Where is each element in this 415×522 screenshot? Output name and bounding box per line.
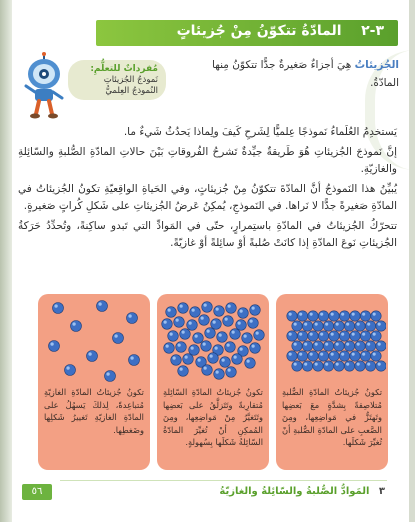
gas-panel	[38, 294, 150, 470]
solid-particle-highlight	[304, 363, 307, 366]
liquid-particle	[250, 343, 261, 354]
liquid-particle	[226, 367, 237, 378]
solid-particle-highlight	[336, 343, 339, 346]
solid-particle	[313, 321, 323, 331]
solid-particle-highlight	[304, 323, 307, 326]
liquid-particle	[193, 333, 204, 344]
solid-particle-highlight	[362, 333, 365, 336]
solid-particle	[313, 361, 323, 371]
solid-particle	[292, 341, 302, 351]
liquid-particle-highlight	[180, 368, 183, 371]
liquid-particle	[178, 303, 189, 314]
gas-particle-highlight	[50, 342, 53, 345]
solid-particle	[297, 331, 307, 341]
solid-particle-highlight	[331, 333, 334, 336]
liquid-particle-highlight	[256, 332, 259, 335]
solid-particle-highlight	[346, 343, 349, 346]
solid-particle-highlight	[289, 333, 292, 336]
solid-particle	[308, 331, 318, 341]
liquid-caption: تكونُ جُزيئاتُ المادّةِ السّائِلةِ مُتقارِبةً وتَتَزلَّقُ على بَعضِها وتَتَغيَّرُ مِنْ مَواضِعِها، ومِنَ المُمكِنِ أنْ تُغيِّرَ المادّةُ السّائِلةُ شَكلَها بِسُهولةٍ.	[163, 387, 263, 447]
liquid-particle-highlight	[216, 371, 219, 374]
solid-particle	[355, 361, 365, 371]
liquid-particle-highlight	[250, 320, 253, 323]
gas-particle	[113, 333, 124, 344]
liquid-particle-highlight	[238, 322, 241, 325]
liquid-particle	[230, 329, 241, 340]
solid-particle	[376, 341, 386, 351]
liquid-particle-highlight	[164, 321, 167, 324]
solid-particle	[365, 341, 375, 351]
solid-particle-highlight	[325, 363, 328, 366]
solid-particle	[313, 341, 323, 351]
liquid-particle	[171, 355, 182, 366]
solid-particle-highlight	[352, 313, 355, 316]
term-molecules: الجُزيئاتُ	[354, 59, 399, 71]
liquid-particle-highlight	[234, 356, 237, 359]
liquid-particle	[248, 318, 259, 329]
gas-particle	[49, 341, 60, 352]
solid-particle	[360, 331, 370, 341]
solid-particle	[339, 331, 349, 341]
gas-particle	[53, 303, 64, 314]
solid-particle-highlight	[373, 313, 376, 316]
solid-particle	[302, 321, 312, 331]
solid-particle	[329, 331, 339, 341]
gas-particle	[105, 371, 116, 382]
solid-particle-highlight	[294, 323, 297, 326]
solid-particle-highlight	[310, 353, 313, 356]
liquid-particle	[238, 308, 249, 319]
liquid-particle-highlight	[222, 359, 225, 362]
liquid-particle-highlight	[198, 359, 201, 362]
solid-particle-highlight	[299, 353, 302, 356]
solid-particle-highlight	[310, 313, 313, 316]
solid-caption: تكونُ جُزيئاتُ المادّةِ الصُّلبةِ مُتلاصِقةً بِشدَّةٍ معَ بَعضِها وتَهتَزُّ في مَواضِعِها، ومِنَ الصَّعبِ على المادّةِ الصُّلبةِ أنْ تُغيِّرَ شَكلَها.	[282, 387, 382, 447]
liquid-particle-highlight	[203, 343, 206, 346]
solid-particle-highlight	[367, 323, 370, 326]
liquid-particle	[199, 315, 210, 326]
solid-particle	[339, 351, 349, 361]
liquid-particle	[254, 330, 265, 341]
solid-particle-highlight	[299, 313, 302, 316]
solid-particle-highlight	[378, 343, 381, 346]
solid-particle	[334, 321, 344, 331]
gas-particle	[65, 365, 76, 376]
solid-particle	[292, 361, 302, 371]
solid-particle-highlight	[304, 343, 307, 346]
liquid-particle	[164, 343, 175, 354]
liquid-particle-highlight	[195, 335, 198, 338]
liquid-particle-highlight	[240, 348, 243, 351]
solid-particle-highlight	[320, 353, 323, 356]
chapter-footer	[219, 486, 385, 497]
liquid-particle	[223, 316, 234, 327]
gas-particle-highlight	[54, 304, 57, 307]
solid-particle	[355, 321, 365, 331]
solid-particle	[350, 331, 360, 341]
solid-particle	[360, 311, 370, 321]
gas-particle	[71, 321, 82, 332]
solid-particle	[344, 361, 354, 371]
liquid-particle	[208, 353, 219, 364]
liquid-particle-highlight	[192, 309, 195, 312]
solid-particle	[287, 311, 297, 321]
solid-particle-highlight	[320, 313, 323, 316]
body-text	[18, 124, 397, 255]
liquid-particle	[220, 357, 231, 368]
chapter-number: ٣	[378, 486, 385, 497]
gas-particle-highlight	[128, 314, 131, 317]
solid-particle-highlight	[357, 363, 360, 366]
solid-particle	[371, 351, 381, 361]
liquid-particle-highlight	[170, 333, 173, 336]
liquid-particle	[242, 333, 253, 344]
solid-particle	[350, 311, 360, 321]
solid-particle	[308, 311, 318, 321]
solid-particle-highlight	[325, 343, 328, 346]
solid-particle	[329, 311, 339, 321]
liquid-particle-highlight	[176, 319, 179, 322]
liquid-particle-highlight	[180, 305, 183, 308]
liquid-particle-highlight	[173, 357, 176, 360]
liquid-particle	[166, 307, 177, 318]
liquid-particle-highlight	[247, 360, 250, 363]
solid-particle	[318, 351, 328, 361]
states-of-matter-panels	[38, 294, 388, 470]
solid-panel	[276, 294, 388, 470]
solid-particle-highlight	[362, 353, 365, 356]
liquid-particle-highlight	[228, 369, 231, 372]
liquid-particle	[232, 354, 243, 365]
gas-particle	[129, 355, 140, 366]
section-header	[96, 20, 398, 46]
solid-particle-highlight	[341, 313, 344, 316]
liquid-particle	[205, 328, 216, 339]
solid-particle	[344, 341, 354, 351]
liquid-particle	[245, 358, 256, 369]
gas-particle-highlight	[98, 302, 101, 305]
solid-particle	[365, 361, 375, 371]
solid-particle	[302, 361, 312, 371]
solid-particle-highlight	[336, 363, 339, 366]
liquid-particle	[226, 303, 237, 314]
robot-mascot-icon	[18, 52, 70, 122]
paragraph-4: تتحرّكُ الجُزيئاتُ في المادّةِ باستِمرارٍ، حتّى في المَوادِّ التي تَبدو ساكِنةً، وتُحدِّدُ حَرَكةُ الجُزيئاتِ نَوعَ المادّةِ إذا كانَتْ صُلبةً أوْ سائِلةً أوْ غازيّةً.	[18, 220, 397, 249]
liquid-particle-highlight	[182, 331, 185, 334]
liquid-particle-highlight	[178, 344, 181, 347]
solid-particle-highlight	[362, 313, 365, 316]
liquid-particle-highlight	[232, 331, 235, 334]
solid-particle-highlight	[357, 323, 360, 326]
liquid-particle-highlight	[189, 322, 192, 325]
liquid-particle-highlight	[168, 309, 171, 312]
liquid-particle-highlight	[166, 345, 169, 348]
solid-particle-highlight	[373, 353, 376, 356]
gas-particle-highlight	[130, 356, 133, 359]
liquid-particle	[202, 302, 213, 313]
solid-particle	[376, 361, 386, 371]
liquid-panel	[157, 294, 269, 470]
solid-particle-highlight	[373, 333, 376, 336]
solid-particle	[339, 311, 349, 321]
solid-particle-highlight	[378, 323, 381, 326]
solid-particle	[323, 361, 333, 371]
solid-particle	[371, 311, 381, 321]
liquid-particle-highlight	[252, 307, 255, 310]
solid-particle-highlight	[325, 323, 328, 326]
liquid-particle	[178, 366, 189, 377]
solid-particle	[334, 341, 344, 351]
solid-particle-highlight	[315, 323, 318, 326]
liquid-particle	[174, 317, 185, 328]
liquid-particle-highlight	[210, 355, 213, 358]
liquid-particle	[201, 341, 212, 352]
section-title: المادّةُ تتكوّنُ مِنْ جُزيئاتٍ	[176, 23, 342, 39]
liquid-particle-highlight	[240, 310, 243, 313]
gas-caption: تكونُ جُزيئاتُ المادّةِ الغازيّةِ مُتباعِدةً، لِذلكَ يَسهُلُ على المادّةِ الغازيّةِ تَغييرُ شَكلِها وضَغطِها.	[44, 387, 144, 435]
liquid-particle	[190, 307, 201, 318]
solid-particle	[334, 361, 344, 371]
solid-particle-highlight	[346, 323, 349, 326]
liquid-particle-highlight	[228, 305, 231, 308]
liquid-particle	[214, 306, 225, 317]
gas-particle-highlight	[106, 372, 109, 375]
solid-particle	[371, 331, 381, 341]
solid-particle	[376, 321, 386, 331]
section-number: ٣-٢	[361, 23, 384, 39]
vocabulary-title: مُفرداتٌ للتعلُّمِ:	[90, 64, 158, 74]
solid-particle-highlight	[331, 313, 334, 316]
solid-particle	[350, 351, 360, 361]
solid-particle-highlight	[331, 353, 334, 356]
solid-particle	[365, 321, 375, 331]
liquid-particle-highlight	[252, 345, 255, 348]
liquid-particle-highlight	[216, 308, 219, 311]
liquid-particles-illustration	[159, 298, 267, 384]
gas-particle-highlight	[72, 322, 75, 325]
solid-particle-highlight	[336, 323, 339, 326]
liquid-particle	[180, 329, 191, 340]
liquid-particle-highlight	[201, 317, 204, 320]
gas-particle	[97, 301, 108, 312]
liquid-particle	[202, 365, 213, 376]
solid-particle	[302, 341, 312, 351]
liquid-particle-highlight	[219, 334, 222, 337]
solid-particle-highlight	[346, 363, 349, 366]
liquid-particle-highlight	[185, 356, 188, 359]
solid-particle-highlight	[352, 353, 355, 356]
paragraph-3: يُبيِّنُ هذا النَموذجُ أنَّ المادّةَ تتكوّنُ مِنْ جُزيئاتٍ، وفي الحَياةِ الواقِعيّةِ تكونُ الجُزيئاتُ في المادّةِ صَغيرةً جدًّا لا نَراها. في النَموذجِ، يُمكِنُ عَرضُ الجُزيئاتِ على شَكلِ كُراتٍ صَغيرةٍ.	[18, 183, 397, 212]
liquid-particle	[217, 332, 228, 343]
gas-particles-illustration	[40, 298, 148, 384]
solid-particle	[323, 341, 333, 351]
solid-particle-highlight	[294, 363, 297, 366]
liquid-particle	[176, 342, 187, 353]
solid-particles-illustration	[278, 298, 386, 384]
liquid-particle	[189, 345, 200, 356]
vocabulary-item-molecular-model: نَموذجُ الجُزيئاتِ	[103, 75, 158, 85]
solid-particle-highlight	[341, 353, 344, 356]
solid-particle	[292, 321, 302, 331]
liquid-particle-highlight	[213, 321, 216, 324]
liquid-particle	[187, 320, 198, 331]
solid-particle-highlight	[341, 333, 344, 336]
liquid-particle-highlight	[227, 344, 230, 347]
intro-definition	[199, 56, 399, 92]
solid-particle	[323, 321, 333, 331]
solid-particle	[329, 351, 339, 361]
liquid-particle	[225, 342, 236, 353]
solid-particle	[355, 341, 365, 351]
solid-particle-highlight	[289, 313, 292, 316]
page-number: ٥٦	[22, 484, 52, 500]
solid-particle	[297, 311, 307, 321]
solid-particle-highlight	[320, 333, 323, 336]
gas-particle-highlight	[66, 366, 69, 369]
liquid-particle	[162, 319, 173, 330]
liquid-particle	[214, 369, 225, 380]
gas-particle	[127, 313, 138, 324]
liquid-particle	[236, 320, 247, 331]
intro-text: هِيَ أجزاءٌ صَغيرةٌ جدًّا تتكوّنُ مِنها المادّةُ.	[212, 59, 399, 89]
solid-particle	[297, 351, 307, 361]
solid-particle-highlight	[315, 363, 318, 366]
gas-particle-highlight	[114, 334, 117, 337]
solid-particle-highlight	[294, 343, 297, 346]
liquid-particle-highlight	[244, 335, 247, 338]
liquid-particle	[250, 305, 261, 316]
solid-particle	[308, 351, 318, 361]
paragraph-2: إنَّ نَموذجَ الجُزيئاتِ هُوَ طَريقةٌ جيِّدةٌ تَشرحُ الفُروقاتِ بَيْنَ حالاتِ المادّةِ الصُّلبةِ والسّائِلةِ والغازيّةِ.	[18, 146, 397, 175]
liquid-particle-highlight	[204, 367, 207, 370]
solid-particle	[287, 351, 297, 361]
solid-particle	[287, 331, 297, 341]
solid-particle	[344, 321, 354, 331]
solid-particle	[318, 331, 328, 341]
solid-particle-highlight	[310, 333, 313, 336]
liquid-particle-highlight	[191, 347, 194, 350]
solid-particle	[318, 311, 328, 321]
liquid-particle-highlight	[215, 347, 218, 350]
liquid-particle	[211, 319, 222, 330]
solid-particle-highlight	[299, 333, 302, 336]
liquid-particle	[168, 331, 179, 342]
liquid-particle-highlight	[225, 318, 228, 321]
liquid-particle-highlight	[204, 304, 207, 307]
solid-particle-highlight	[378, 363, 381, 366]
vocabulary-item-scientific-model: النُموذجُ العِلميُّ	[105, 86, 158, 96]
solid-particle-highlight	[352, 333, 355, 336]
solid-particle	[360, 351, 370, 361]
liquid-particle-highlight	[207, 330, 210, 333]
solid-particle-highlight	[315, 343, 318, 346]
solid-particle-highlight	[289, 353, 292, 356]
solid-particle-highlight	[357, 343, 360, 346]
paragraph-1: يَستخدِمُ العُلَماءُ نَموذجًا عِلميًّا لِشَرحِ كَيفَ ولِماذا يَحدُثُ شَيءٌ ما.	[123, 126, 397, 138]
gas-particle	[87, 351, 98, 362]
solid-particle-highlight	[367, 363, 370, 366]
vocabulary-box	[68, 60, 166, 100]
solid-particle-highlight	[367, 343, 370, 346]
footer-divider	[60, 480, 387, 481]
gas-particle-highlight	[88, 352, 91, 355]
chapter-title: المَوادُّ الصُّلبةُ والسّائِلةُ والغازيّةُ	[219, 486, 370, 497]
liquid-particle	[183, 354, 194, 365]
